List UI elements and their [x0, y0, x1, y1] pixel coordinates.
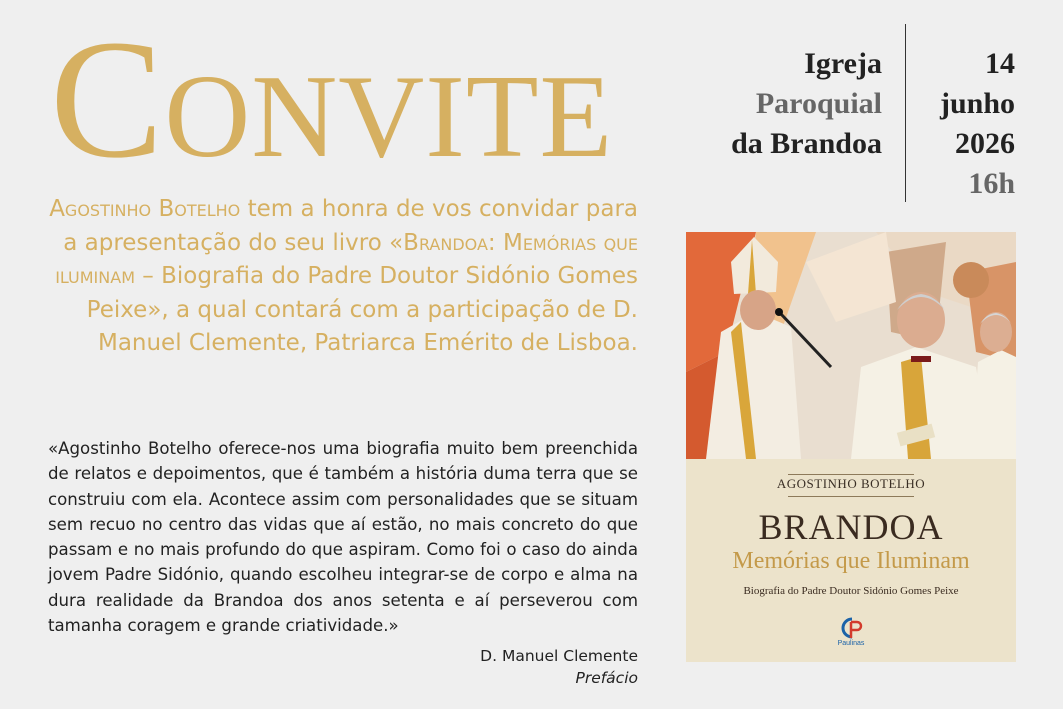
invitation-book-title: Brandoa: Memórias que iluminam [55, 229, 638, 289]
publisher-logo-icon [836, 616, 866, 640]
author-rule-top [788, 474, 914, 475]
cover-title: BRANDOA [758, 507, 944, 547]
preface-quote: «Agostinho Botelho oferece-nos uma biografia muito bem preenchida de relatos e depoimentos, que é também a história duma terra que se construiu com ela. Acontece assim com personalidades que se situam sem recuo no centro das vidas que aí estão, no mais concreto do que passam e no mais profundo do que aspiram. Como foi o caso do ainda jovem Padre Sidónio, quando escolheu integrar-se de corpo e alma na dura realidade da Brandoa dos anos setenta e aí perseverou com tamanha coragem e grande criatividade.» [48, 439, 638, 636]
publisher-name: Paulinas [837, 640, 865, 647]
cover-subtitle: Memórias que Iluminam [732, 548, 970, 574]
invitation-text-part1: tem a honra de vos convidar para a apresentação do seu livro « [63, 196, 638, 256]
date-month: junho [939, 87, 1015, 120]
cover-author: AGOSTINHO BOTELHO [776, 476, 926, 491]
cover-photo [686, 232, 1016, 459]
venue-line-1: Igreja [804, 47, 882, 80]
date-block [940, 44, 1015, 204]
venue-line-2: Paroquial [755, 87, 882, 120]
quote-author-name: D. Manuel Clemente [480, 647, 638, 665]
page-title: Convite [50, 5, 614, 193]
cover-biography-line: Biografia do Padre Doutor Sidónio Gomes Peixe [743, 585, 959, 597]
quote-author-role: Prefácio [575, 669, 638, 687]
venue-block [731, 44, 882, 164]
quote-attribution [480, 645, 638, 689]
date-day: 14 [985, 47, 1015, 80]
date-year: 2026 [955, 127, 1015, 160]
invitation-text-part2: – Biografia do Padre Doutor Sidónio Gomes Peixe», a qual contará com a participação de D. Manuel Clemente, Patriarca Emérito de Lisboa. [86, 263, 638, 356]
vertical-divider [905, 24, 906, 202]
venue-line-3: da Brandoa [731, 127, 882, 160]
book-cover [686, 232, 1016, 662]
date-hour: 16h [968, 167, 1015, 200]
invitation-text [40, 193, 638, 361]
author-rule-bottom [788, 496, 914, 497]
invitation-author: Agostinho Botelho [49, 196, 241, 222]
